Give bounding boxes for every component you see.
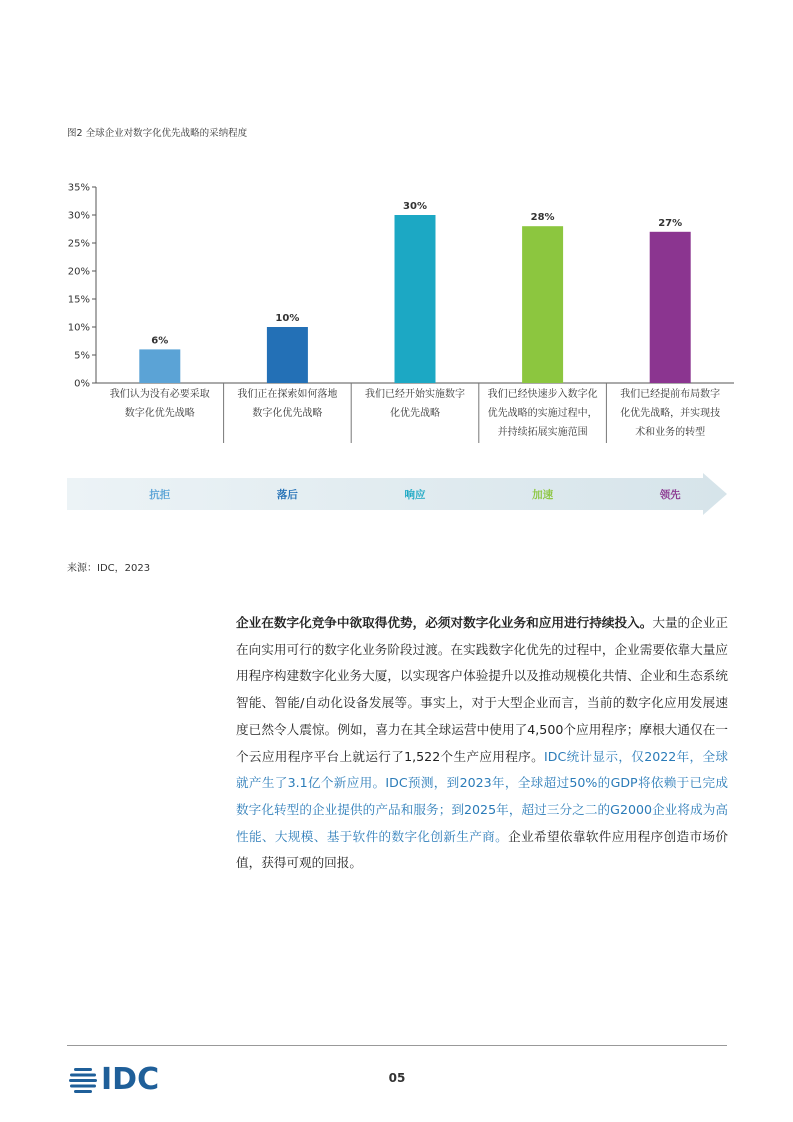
x-category-label: 术和业务的转型 [635,427,706,438]
source-note: 来源：IDC，2023 [67,563,151,574]
logo-text: IDC [101,1062,160,1097]
idc-logo [67,1063,159,1097]
x-category-label: 并持续拓展实施范围 [497,427,588,438]
x-category-label: 我们已经快速步入数字化 [487,389,598,400]
data-label: 28% [530,212,555,224]
data-label: 10% [275,313,300,324]
x-category-label: 我们已经提前布局数字 [620,389,721,400]
x-category-label: 数字化优先战略 [124,408,195,419]
x-category-label: 数字化优先战略 [252,408,323,419]
data-label: 27% [658,217,683,229]
y-tick-label: 0% [74,378,90,390]
bar [522,226,563,383]
y-tick-label: 5% [74,350,90,362]
footer-divider [67,1045,727,1046]
y-tick-label: 25% [67,238,90,250]
bar [139,349,180,383]
lead-sentence: 企业在数字化竞争中欲取得优势，必须对数字化业务和应用进行持续投入。 [236,615,653,630]
stage-label: 落后 [276,489,298,501]
x-category-label: 优先战略的实施过程中， [487,408,598,419]
y-tick-label: 15% [67,294,90,306]
bar [650,232,691,383]
data-label: 30% [403,201,427,212]
stage-label: 加速 [532,489,554,501]
body-paragraph [236,610,728,877]
bar [395,215,436,383]
x-category-label: 我们正在探索如何落地 [237,389,338,400]
data-label: 6% [151,335,169,347]
x-category-label: 化优先战略 [390,408,440,419]
y-tick-label: 30% [67,210,90,222]
y-tick-label: 35% [67,182,90,194]
globe-icon [67,1064,99,1096]
bar [267,327,308,383]
stage-label: 响应 [404,489,426,501]
idc-statistics: IDC统计显示，仅2022年，全球就产生了3.1亿个新应用。IDC预测，到2023年，全球超过50%的GDP将依赖于已完成数字化转型的企业提供的产品和服务；到2025年，超过三分之二的G2000企业将成为高性能、大规模、基于软件的数字化创新生产商。 [236,748,728,844]
figure-title: 图2 全球企业对数字化优先战略的采纳程度 [67,128,248,139]
y-tick-label: 20% [67,266,90,278]
x-category-label: 我们认为没有必要采取 [109,389,210,400]
body-text-2: 企业希望依靠软件应用程序创造市场价值，获得可观的回报。 [236,828,729,871]
x-category-label: 我们已经开始实施数字 [365,389,465,400]
stage-label: 领先 [659,489,681,501]
x-category-label: 化优先战略，并实现技 [620,408,721,419]
bar-chart [0,0,793,470]
y-tick-label: 10% [67,322,90,334]
page-number: 05 [388,1071,406,1085]
stage-label: 抗拒 [149,489,171,501]
body-text-1: 大量的企业正在向实用可行的数字化业务阶段过渡。在实践数字化优先的过程中，企业需要依靠大量应用程序构建数字化业务大厦，以实现客户体验提升以及推动规模化共情、企业和生态系统智能、智能/自动化设备发展等。事实上，对于大型企业而言，当前的数字化应用发展速度已然令人震惊。例如，喜力在其全球运营中使用了4,500个应用程序；摩根大通仅在一个云应用程序平台上就运行了1,522个生产应用程序。 [236,615,729,764]
